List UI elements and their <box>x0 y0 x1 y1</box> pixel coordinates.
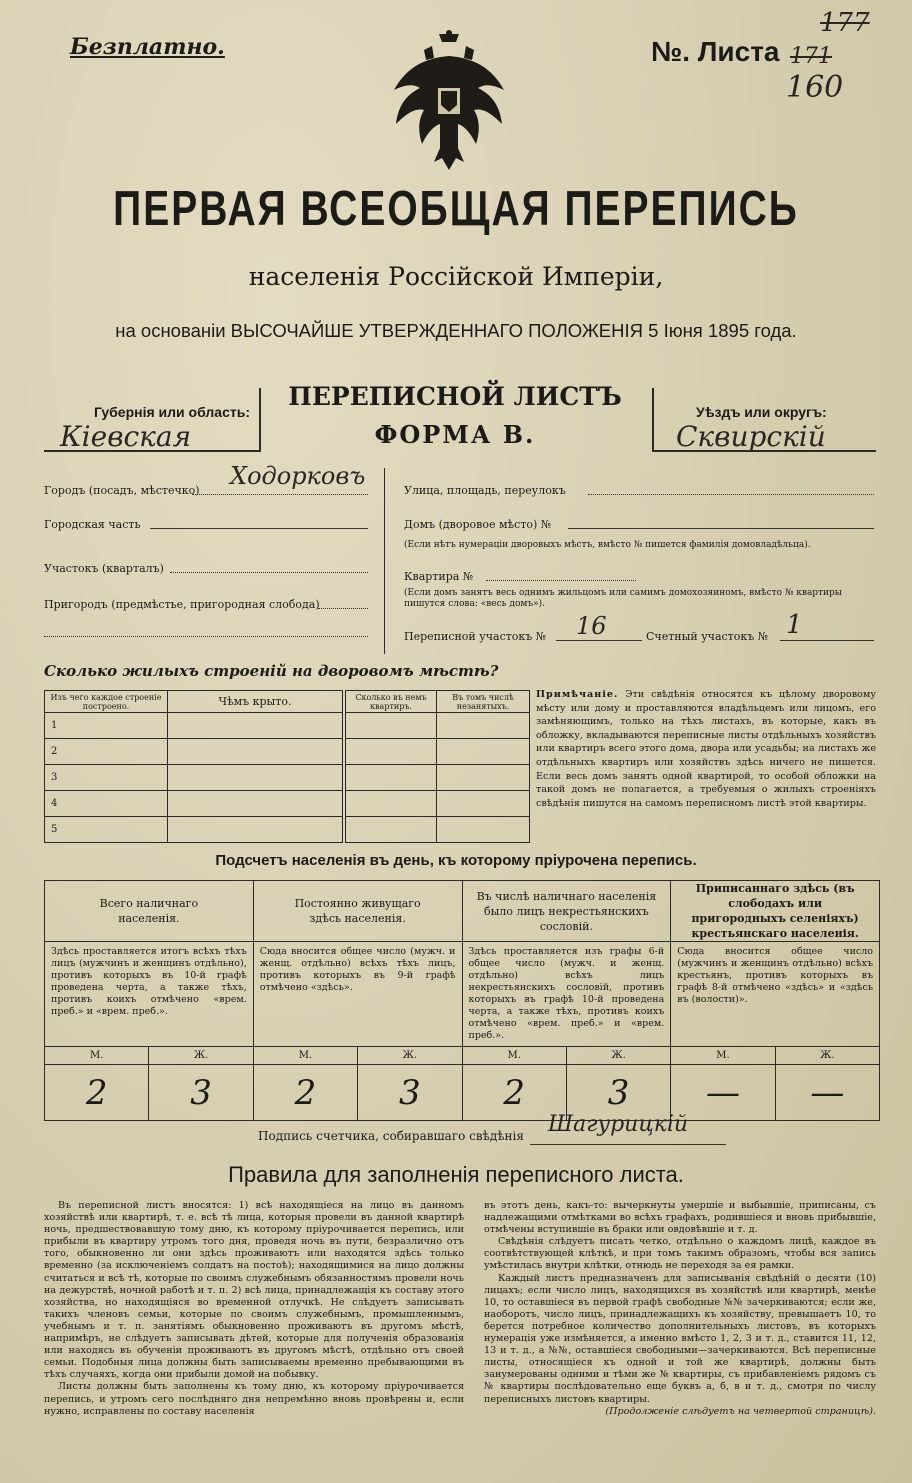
apartment-note: (Если домъ занятъ весь однимъ жильцомъ или самимъ домохозяиномъ, вмѣсто № квартиры пишутся слова: «весь домъ»). <box>404 588 842 609</box>
buildings-question: Сколько жилыхъ строеній на дворовомъ мѣстѣ? <box>44 662 499 680</box>
cell[interactable] <box>344 817 437 843</box>
suburb-line-2[interactable] <box>44 636 368 637</box>
tally-peasant-f[interactable]: — <box>775 1065 879 1121</box>
city-label: Городъ (посадъ, мѣстечко) <box>44 484 200 497</box>
cell[interactable] <box>437 791 530 817</box>
rules-right-text-2: Свѣдѣнія слѣдуетъ писать четко, отдѣльно о каждомъ лицѣ, каждое въ соотвѣтствующей клѣткѣ, и при томъ такимъ образомъ, чтобы вся запись умѣстилась внутри клѣтки, отнюдь не переходя за ея рамки. <box>484 1236 876 1272</box>
census-subtitle: населенія Россійской Имперіи, <box>248 262 664 291</box>
city-part-line[interactable] <box>150 528 368 529</box>
address-divider <box>384 468 385 654</box>
rules-right-text: въ этотъ день, какъ-то: вычеркнуты умершіе и выбывшіе, приписаны, съ надлежащими отмѣтками во всѣхъ графахъ, родившіеся и вновь прибывшіе, отмѣчены вступившіе въ браки или овдовѣвшіе и т. д. <box>484 1200 876 1236</box>
cell[interactable] <box>168 817 345 843</box>
signature-label: Подпись счетчика, собиравшаго свѣдѣнія <box>258 1129 524 1143</box>
count-district-line <box>780 640 874 641</box>
cell[interactable] <box>437 739 530 765</box>
apartment-line[interactable] <box>486 580 636 581</box>
f-label: Ж. <box>566 1047 670 1065</box>
tally-head-nonpeasant: Въ числѣ наличнаго населенія было лицъ некрестьянскихъ сословій. <box>462 881 671 942</box>
buildings-table <box>44 690 530 843</box>
rules-right-column <box>484 1200 876 1418</box>
cell[interactable] <box>168 791 345 817</box>
rules-left-column <box>44 1200 464 1418</box>
street-label: Улица, площадь, переулокъ <box>404 484 566 497</box>
tally-desc-nonpeasant: Здѣсь проставляется изъ графы 6-й общее число (мужч. и женщ. отдѣльно) всѣхъ лицъ некрестьянскихъ сословій, противъ которыхъ въ графѣ 10-й проведена черта, а также тѣхъ, противъ коихъ отмѣчено «врем. преб.» и «врем. преб.». <box>462 942 671 1047</box>
f-label: Ж. <box>149 1047 253 1065</box>
tally-desc-permanent: Сюда вносится общее число (мужч. и женщ. отдѣльно) всѣхъ тѣхъ лицъ, противъ которыхъ въ 9-й графѣ отмѣчено «здѣсь». <box>253 942 462 1047</box>
district-line[interactable] <box>170 572 368 573</box>
sheet-number-hand-top: 177 <box>820 8 870 38</box>
m-label: М. <box>462 1047 566 1065</box>
suburb-line[interactable] <box>318 608 368 609</box>
census-district-line <box>556 640 642 641</box>
col-roof: Чѣмъ крыто. <box>168 691 345 713</box>
rules-left-text: Въ переписной листъ вносятся: 1) всѣ находящіеся на лицо въ данномъ хозяйствѣ или квартирѣ, т. е. всѣ тѣ лица, которыя провели въ данной квартирѣ ночь, предшествовавшую тому дню, къ которому пріурочивается перепись, или прибыли въ квартиру утромъ того дня, проведя ночь въ пути, безразлично отъ того, обыкновенно ли они здѣсь проживаютъ или находятся здѣсь только временно (за исключеніемъ солдатъ на постоѣ); находящимися на лицо должны считаться и всѣ тѣ, которые по своимъ служебнымъ обязанностямъ провели ночь на дежурствѣ, ночной работѣ и т. п. 2) всѣ лица, принадлежащія къ составу этого хозяйства, но находящіяся во временной отлучкѣ. Не слѣдуетъ записывать такихъ членовъ семьи, которые по своимъ служебнымъ, промышленнымъ, учебнымъ и т. п. занятіямъ обыкновенно проживаютъ въ другомъ мѣстѣ, напримѣръ, не слѣдуетъ записывать дѣтей, которые для полученія образованія или находясь въ обученіи проживаютъ въ другомъ мѣстѣ, отдѣльно отъ своей семьи. Подобныя лица должны быть записываемы временно пребывающими въ тѣхъ случаяхъ, когда они прибыли домой на побывку. <box>44 1200 464 1381</box>
form-subtitle: ФОРМА В. <box>374 420 536 449</box>
tally-permanent-m[interactable]: 2 <box>253 1065 357 1121</box>
district-label: Участокъ (кварталъ) <box>44 562 164 575</box>
rules-left-text-2: Листы должны быть заполнены къ тому дню, къ которому пріурочивается перепись, и утромъ сего послѣдняго дня непремѣнно вновь провѣрены и, если нужно, исправлены по составу населенія <box>44 1381 464 1417</box>
house-note: (Если нѣтъ нумераціи дворовыхъ мѣстъ, вмѣсто № пишется фамилія домовладѣльца). <box>404 540 811 550</box>
tally-title: Подсчетъ населенія въ день, къ которому пріурочена перепись. <box>215 852 697 869</box>
buildings-note <box>536 688 876 810</box>
row-number: 3 <box>45 765 168 791</box>
tally-head-total: Всего наличнаго населенія. <box>45 881 254 942</box>
cell[interactable] <box>344 791 437 817</box>
city-part-label: Городская часть <box>44 518 141 531</box>
cell[interactable] <box>344 739 437 765</box>
col-material: Изъ чего каждое строеніе построено. <box>45 691 168 713</box>
f-label: Ж. <box>775 1047 879 1065</box>
cell[interactable] <box>168 739 345 765</box>
census-district-label: Переписной участокъ № <box>404 630 547 643</box>
sheet-number-crossed: 171 <box>790 44 832 69</box>
count-district-label: Счетный участокъ № <box>646 630 769 643</box>
basis-line: на основаніи ВЫСОЧАЙШЕ УТВЕРЖДЕННАГО ПОЛОЖЕНІЯ 5 Іюня 1895 года. <box>115 320 797 341</box>
city-line <box>192 494 368 495</box>
house-line[interactable] <box>568 528 874 529</box>
tally-peasant-m[interactable]: — <box>671 1065 775 1121</box>
tally-nonpeasant-m[interactable]: 2 <box>462 1065 566 1121</box>
m-label: М. <box>45 1047 149 1065</box>
uezd-value[interactable]: Сквирскій <box>676 420 826 453</box>
guberniya-value[interactable]: Кіевская <box>60 420 192 453</box>
row-number: 2 <box>45 739 168 765</box>
signature-value[interactable]: Шагурицкій <box>548 1112 689 1137</box>
tally-total-m[interactable]: 2 <box>45 1065 149 1121</box>
tally-head-permanent: Постоянно живущаго здѣсь населенія. <box>253 881 462 942</box>
rules-right-text-3: Каждый листъ предназначенъ для записыванія свѣдѣній о десяти (10) лицахъ; если число лицъ, находящихся въ хозяйствѣ или квартирѣ, менѣе 10, то оставшіеся въ первой графѣ свободные №№ зачеркиваются; если же, наоборотъ, число лицъ, принадлежащихъ къ хозяйству, превышаетъ 10, то берется потребное количество дополнительныхъ листовъ, въ которыхъ нумерація уже измѣняется, а именно вмѣсто 1, 2, 3 и т. д., ставится 11, 12, 13 и т. д., а №№, оставшіеся свободными—зачеркиваются. Всѣ переписные листы, относящіеся къ одной и той же квартирѣ, должны быть занумерованы одними и тѣми же № квартиры, съ прибавленіемъ рядомъ съ № квартиры послѣдовательно еще буквъ а, б, в и т. д., смотря по числу переписныхъ листовъ квартиры. <box>484 1272 876 1405</box>
house-label: Домъ (дворовое мѣсто) № <box>404 518 552 531</box>
col-vacant: Въ томъ числѣ незанятыхъ. <box>437 691 530 713</box>
cell[interactable] <box>168 765 345 791</box>
rules-continued: (Продолженіе слѣдуетъ на четвертой страницѣ). <box>605 1405 876 1417</box>
census-district-value[interactable]: 16 <box>576 612 607 640</box>
form-title: ПЕРЕПИСНОЙ ЛИСТЪ <box>288 382 622 411</box>
row-number: 1 <box>45 713 168 739</box>
sheet-number-label: №. Листа <box>651 36 780 67</box>
row-number: 4 <box>45 791 168 817</box>
rules-title: Правила для заполненія переписного листа. <box>228 1162 684 1187</box>
suburb-label: Пригородъ (предмѣстье, пригородная слобода) <box>44 598 320 611</box>
cell[interactable] <box>344 765 437 791</box>
guberniya-label: Губернія или область: <box>93 404 250 420</box>
double-headed-eagle-emblem <box>384 28 514 176</box>
m-label: М. <box>671 1047 775 1065</box>
census-title: ПЕРВАЯ ВСЕОБЩАЯ ПЕРЕПИСЬ <box>113 182 799 237</box>
tally-nonpeasant-f[interactable]: 3 <box>566 1065 670 1121</box>
note-text: Эти свѣдѣнія относятся къ цѣлому дворовому мѣсту или дому и проставляются владѣльцемъ или лицомъ, его замѣняющимъ, только на тѣхъ листахъ, въ которые, какъ въ обложку, вкладываются переписные листы отдѣльныхъ хозяйствъ или квартиръ всего этого дома, двора или усадьбы; на листахъ же отдѣльныхъ квартиръ или хозяйствъ здѣсь ничего не пишется. Если весь домъ занятъ одной квартирой, то особой обложки на такой домъ не полагается, а требуемыя о жилыхъ строеніяхъ свѣдѣнія пишутся на самомъ переписномъ листѣ этой квартиры. <box>536 689 876 809</box>
cell[interactable] <box>168 713 345 739</box>
street-line[interactable] <box>588 494 874 495</box>
tally-total-f[interactable]: 3 <box>149 1065 253 1121</box>
signature-line <box>530 1144 726 1145</box>
cell[interactable] <box>344 713 437 739</box>
f-label: Ж. <box>358 1047 462 1065</box>
col-apartments: Сколько въ немъ квартиръ. <box>344 691 437 713</box>
apartment-label: Квартира № <box>404 570 474 583</box>
cell[interactable] <box>437 817 530 843</box>
tally-table <box>44 880 880 1121</box>
note-head: Примѣчаніе. <box>536 689 619 700</box>
cell[interactable] <box>437 713 530 739</box>
sheet-number-hand: 160 <box>786 70 844 105</box>
row-number: 5 <box>45 817 168 843</box>
tally-permanent-f[interactable]: 3 <box>358 1065 462 1121</box>
tally-desc-total: Здѣсь проставляется итогъ всѣхъ тѣхъ лицъ (мужчинъ и женщинъ отдѣльно), противъ которыхъ въ 10-й графѣ проведена черта, а также тѣхъ, противъ коихъ отмѣчено «врем. преб.» и «врем. преб.». <box>45 942 254 1047</box>
cell[interactable] <box>437 765 530 791</box>
free-label: Безплатно. <box>70 34 225 60</box>
uezd-label: Уѣздъ или округъ: <box>696 404 827 420</box>
tally-head-peasant: Приписаннаго здѣсь (въ слободахъ или пригородныхъ селеніяхъ) крестьянскаго населенія. <box>671 881 880 942</box>
count-district-value[interactable]: 1 <box>786 610 803 640</box>
city-value[interactable]: Ходорковъ <box>230 462 366 490</box>
tally-desc-peasant: Сюда вносится общее число (мужчинъ и женщинъ отдѣльно) всѣхъ крестьянъ, противъ которыхъ въ графѣ 8-й отмѣчено «здѣсь» и «здѣсь въ (волости)». <box>671 942 880 1047</box>
m-label: М. <box>253 1047 357 1065</box>
